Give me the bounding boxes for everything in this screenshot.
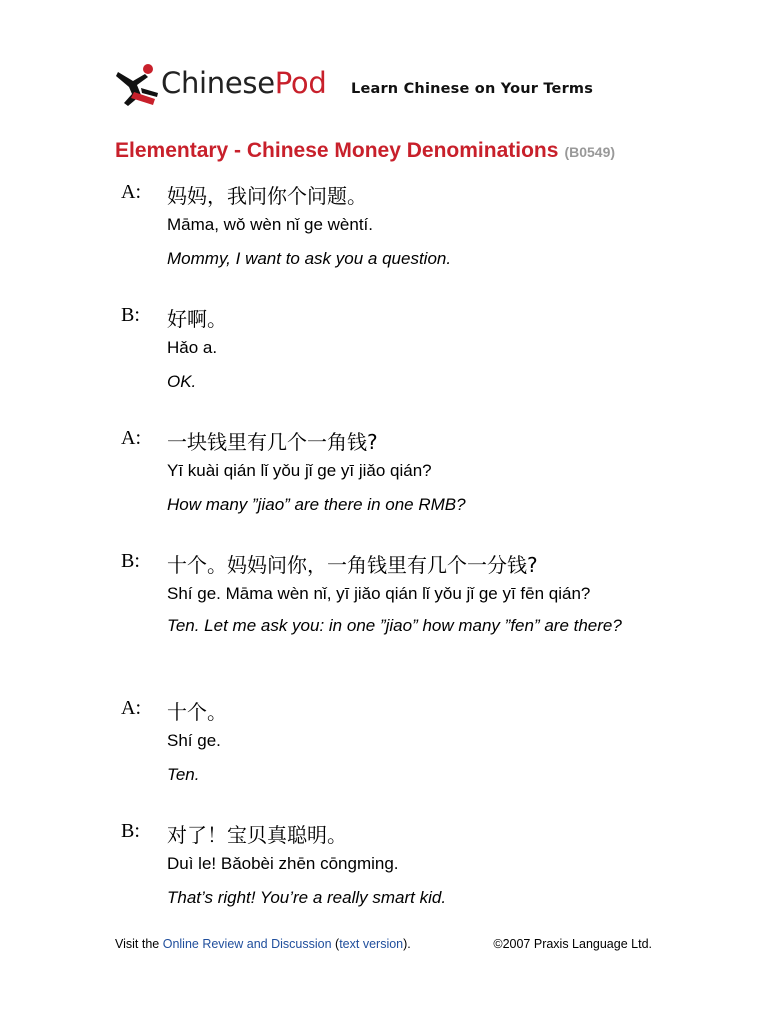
logo-wordmark-pod: Pod [274,66,327,100]
hanzi-line: 妈妈，我问你个问题。 [167,184,367,208]
footer-paren-open: ( [331,937,340,951]
pinyin-line: Yī kuài qián lǐ yǒu jǐ ge yī jiǎo qián? [167,461,432,480]
english-line: That’s right! You’re a really smart kid. [167,888,447,907]
speaker-label: A: [121,427,141,449]
footer-paren-close: ). [403,937,411,951]
lesson-title: Elementary - Chinese Money Denominations [115,139,559,162]
online-review-link[interactable]: Online Review and Discussion [162,937,332,951]
logo-wordmark-chinese: Chinese [161,66,275,100]
speaker-label: B: [121,304,140,326]
speaker-label: A: [121,697,141,719]
lesson-code: (B0549) [564,144,616,160]
hanzi-line: 对了！宝贝真聪明。 [167,823,347,847]
english-line: OK. [167,372,197,391]
page-header [115,60,675,110]
tagline: Learn Chinese on Your Terms [351,81,594,97]
logo-wordmark [161,66,326,100]
footer-visit-text [115,937,411,951]
english-line: How many ”jiao” are there in one RMB? [167,495,466,514]
running-figure-icon [115,62,159,108]
english-line: Mommy, I want to ask you a question. [167,249,452,268]
pinyin-line: Hǎo a. [167,338,218,357]
hanzi-line: 一块钱里有几个一角钱? [167,430,378,454]
hanzi-line: 十个。妈妈问你，一角钱里有几个一分钱? [167,553,538,577]
hanzi-line: 十个。 [167,700,227,724]
text-version-link[interactable]: text version [339,937,404,951]
hanzi-line: 好啊。 [167,307,227,331]
copyright: ©2007 Praxis Language Ltd. [493,937,652,951]
lesson-title-line [115,139,615,163]
chinesepod-logo[interactable] [115,60,330,110]
speaker-label: A: [121,181,141,203]
pinyin-line: Duì le! Bǎobèi zhēn cōngming. [167,854,399,873]
english-line: Ten. [167,765,200,784]
speaker-label: B: [121,820,140,842]
pinyin-line: Māma, wǒ wèn nǐ ge wèntí. [167,215,373,234]
english-line: Ten. Let me ask you: in one ”jiao” how many ”fen” are there? [167,616,622,635]
pinyin-line: Shí ge. Māma wèn nǐ, yī jiǎo qián lǐ yǒu jǐ ge yī fēn qián? [167,584,591,603]
speaker-label: B: [121,550,140,572]
footer-prefix: Visit the [115,937,163,951]
pinyin-line: Shí ge. [167,731,221,750]
